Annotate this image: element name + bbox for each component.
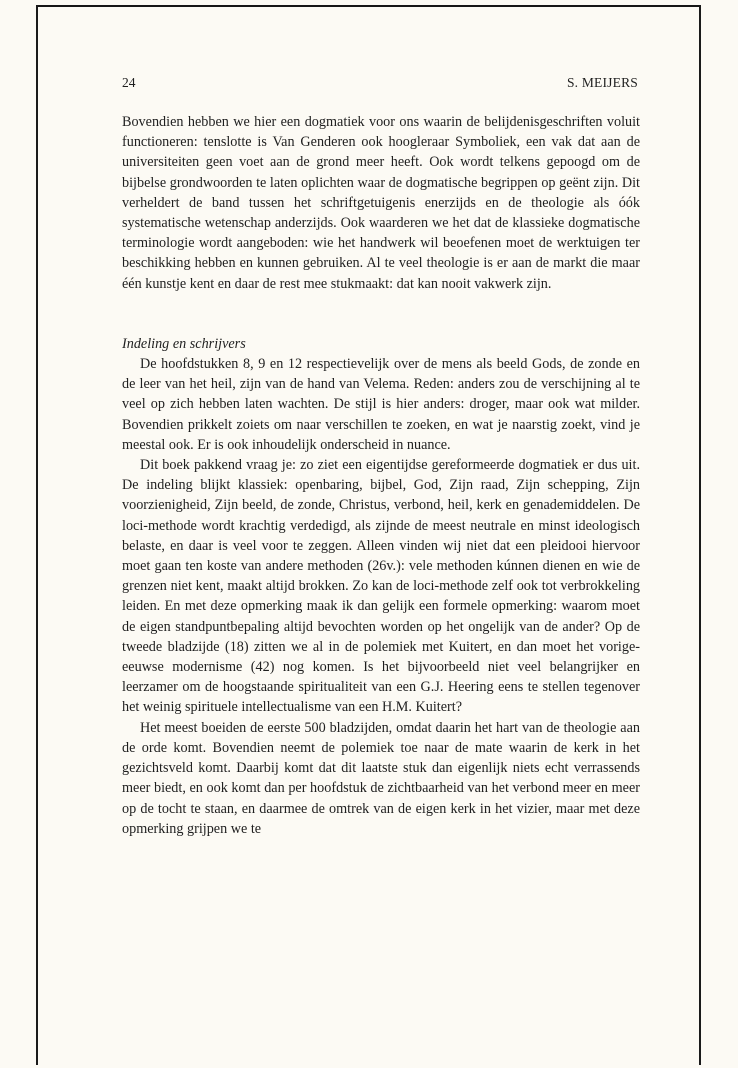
page-edge-left <box>36 5 38 1065</box>
page-header <box>122 75 638 97</box>
running-head-author: S. MEIJERS <box>566 75 638 90</box>
paragraph-structure: Dit boek pakkend vraag je: zo ziet een eigentijdse gereformeerde dogmatiek er dus uit. De indeling blijkt klassiek: openbaring, bijbel, God, Zijn raad, Zijn schepping, Zijn voorzienigheid, Zijn beeld, de zonde, Christus, verbond, heil, kerk en genademiddelen. De loci-methode wordt krachtig verdedigd, als zijnde de meest neutrale en minst ideologisch belaste, en daar is veel voor te zeggen. Alleen vinden wij niet dat een pleidooi hiervoor moet gaan ten koste van andere methoden (26v.): vele methoden kúnnen dienen en wie de grenzen niet kent, maakt altijd brokken. Zo kan de loci-methode zelf ook tot verbrokkeling leiden. En met deze opmerking maak ik dan gelijk een formele opmerking: waarom moet de eigen standpuntbepaling altijd bevochten worden op het ongelijk van de ander? Op de tweede bladzijde (18) zitten we al in de polemiek met Kuitert, en dan moet het vorige-eeuwse modernisme (42) nog komen. Is het bijvoorbeeld niet veel belangrijker en leerzamer om de hoogstaande spiritualiteit van een G.J. Heering eens te stellen tegenover het weinig spirituele intellectualisme van een H.M. Kuitert? <box>122 457 640 716</box>
paragraph-authors: De hoofdstukken 8, 9 en 12 respectievelijk over de mens als beeld Gods, de zonde en de leer van het heil, zijn van de hand van Velema. Reden: anders zou de verschijning al te veel op zich hebben laten wachten. De stijl is hier anders: droger, maar ook wat milder. Bovendien prikkelt zoiets om naar verschillen te zoeken, en wat je naarstig zoekt, vind je meestal ook. Er is ook inhoudelijk onderscheid in nuance. <box>122 356 640 453</box>
body-text <box>122 112 640 839</box>
paragraph-intro: Bovendien hebben we hier een dogmatiek voor ons waarin de belijdenisgeschriften voluit functioneren: tenslotte is Van Genderen ook hoogleraar Symboliek, een vak dat aan de universiteiten geen voet aan de grond meer heeft. Ook wordt telkens gepoogd om de bijbelse grondwoorden te laten oplichten waar de dogmatische begrippen op geënt zijn. Dit verheldert de band tussen het schriftgetuigenis enerzijds en de theologie als óók systematische wetenschap anderzijds. Ook waarderen we het dat de klassieke dogmatische terminologie wordt aangeboden: wie het handwerk wil beoefenen moet de werktuigen ter beschikking hebben en kunnen gebruiken. Al te veel theologie is er aan de markt die maar één kunstje kent en daar de rest mee stukmaakt: dat kan nooit vakwerk zijn. <box>122 114 640 292</box>
paragraph-first-pages: Het meest boeiden de eerste 500 bladzijden, omdat daarin het hart van de theologie aan de orde komt. Bovendien neemt de polemiek toe naar de mate waarin de kerk in het gezichtsveld komt. Daarbij komt dat dit laatste stuk dan eigenlijk niets echt verrassends meer biedt, en ook komt dan per hoofdstuk de zichtbaarheid van het verbond meer en meer op de tocht te staan, en daarmee de omtrek van de eigen kerk in het vizier, maar met deze opmerking grijpen we te <box>122 719 640 837</box>
page-edge-right <box>699 5 701 1065</box>
page-edge-top <box>37 5 701 7</box>
page-number: 24 <box>122 75 136 90</box>
section-heading: Indeling en schrijvers <box>122 335 246 352</box>
